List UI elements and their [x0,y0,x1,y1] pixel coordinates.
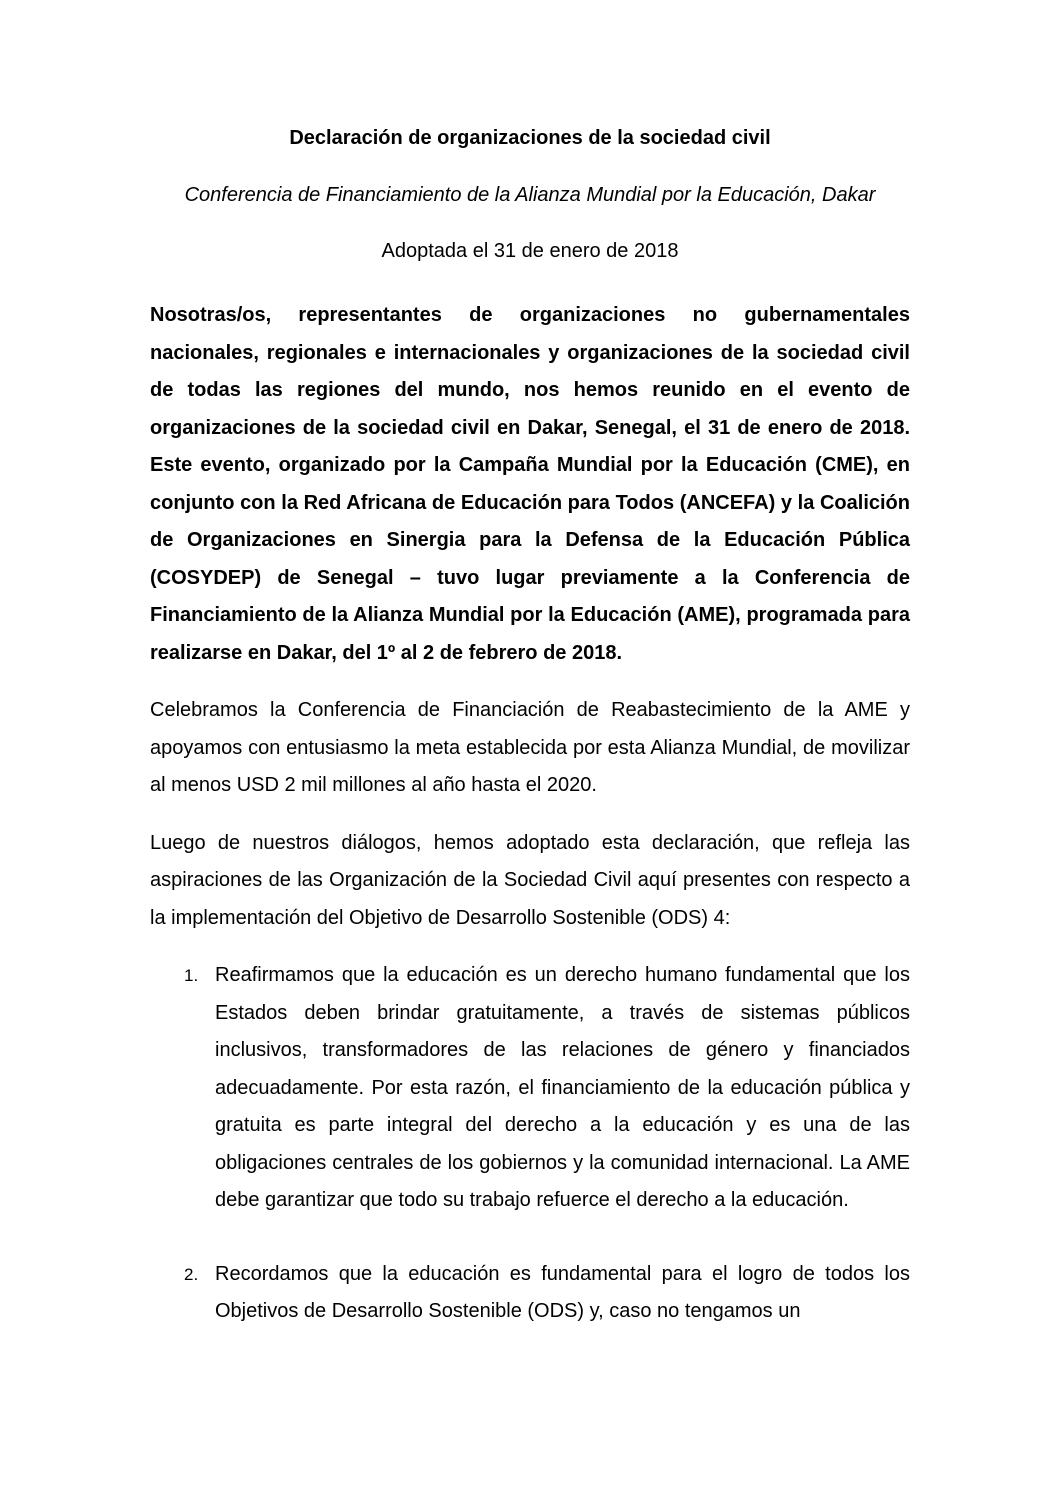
adoption-date-line: Adoptada el 31 de enero de 2018 [381,240,679,262]
celebration-paragraph: Celebramos la Conferencia de Financiación de Reabastecimiento de la AME y apoyamos con entusiasmo la meta establecida por esta Alianza Mundial, de movilizar al menos USD 2 mil millones al año hasta el 2020. [150,699,910,796]
declaration-list [150,957,910,1331]
list-item-text: Recordamos que la educación es fundamental para el logro de todos los Objetivos de Desarrollo Sostenible (ODS) y, caso no tengamos un [215,1262,910,1322]
document-subtitle: Conferencia de Financiamiento de la Alianza Mundial por la Educación, Dakar [184,184,876,206]
document-title: Declaración de organizaciones de la sociedad civil [289,127,771,149]
list-item-text: Reafirmamos que la educación es un derecho humano fundamental que los Estados deben brindar gratuitamente, a través de sistemas públicos inclusivos, transformadores de las relaciones de género y financiados adecuadamente. Por esta razón, el financiamiento de la educación pública y gratuita es parte integral del derecho a la educación y es una de las obligaciones centrales de los gobiernos y la comunidad internacional. La AME debe garantizar que todo su trabajo refuerce el derecho a la educación. [215,964,910,1211]
list-item [150,1256,910,1331]
list-item [150,957,910,1220]
list-item-number: 2. [184,1264,199,1284]
declaration-lead-paragraph: Luego de nuestros diálogos, hemos adoptado esta declaración, que refleja las aspiraciones de las Organización de la Sociedad Civil aquí presentes con respecto a la implementación del Objetivo de Desarrollo Sostenible (ODS) 4: [150,831,910,929]
list-item-number: 1. [184,966,199,985]
intro-paragraph: Nosotras/os, representantes de organizaciones no gubernamentales nacionales, regionales e internacionales y organizaciones de la sociedad civil de todas las regiones del mundo, nos hemos reunido en el evento de organizaciones de la sociedad civil en Dakar, Senegal, el 31 de enero de 2018. Este evento, organizado por la Campaña Mundial por la Educación (CME), en conjunto con la Red Africana de Educación para Todos (ANCEFA) y la Coalición de Organizaciones en Sinergia para la Defensa de la Educación Pública (COSYDEP) de Senegal – tuvo lugar previamente a la Conferencia de Financiamiento de la Alianza Mundial por la Educación (AME), programada para realizarse en Dakar, del 1º al 2 de febrero de 2018. [150,304,910,664]
